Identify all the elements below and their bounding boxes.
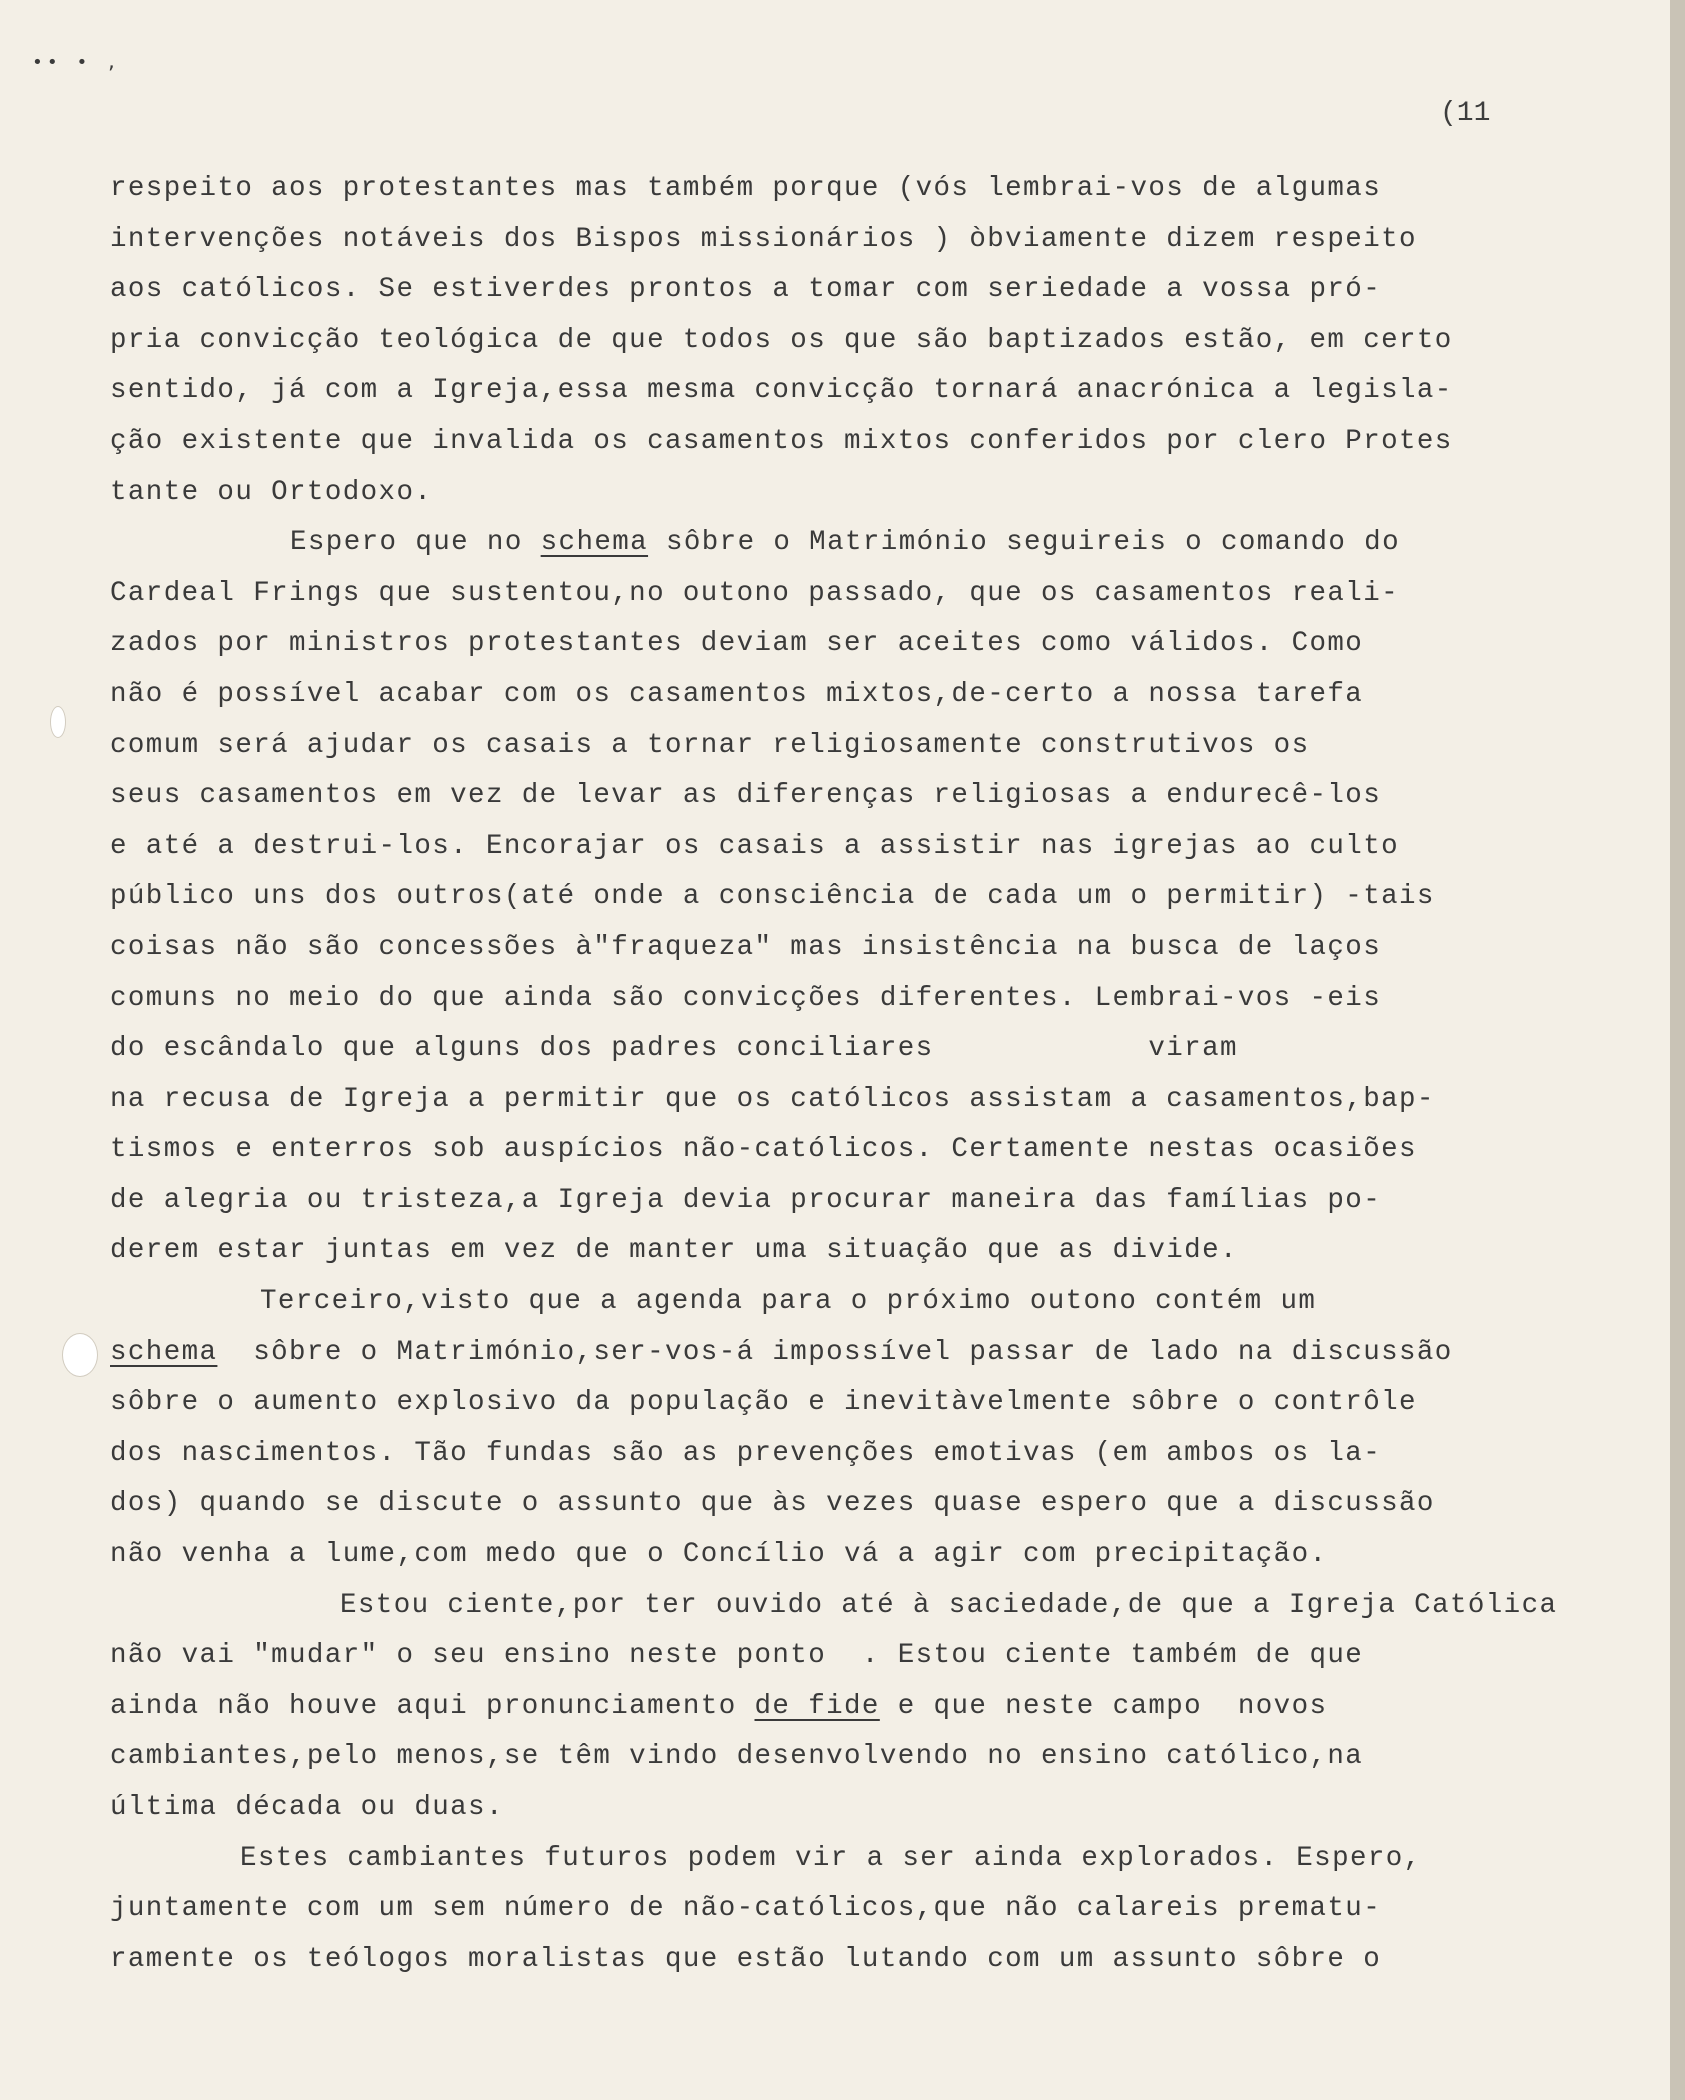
- text-line: tante ou Ortodoxo.: [110, 476, 433, 508]
- text-line: zados por ministros protestantes deviam ser aceites como válidos. Como: [110, 628, 1364, 660]
- text-line: e até a destrui-los. Encorajar os casais a assistir nas igrejas ao culto: [110, 830, 1399, 862]
- page-edge: [1670, 0, 1685, 2100]
- text-line: derem estar juntas em vez de manter uma situação que as divide.: [110, 1235, 1238, 1267]
- text-line: coisas não são concessões à"fraqueza" mas insistência na busca de laços: [110, 931, 1382, 963]
- text-line: juntamente com um sem número de não-católicos,que não calareis prematu-: [110, 1893, 1382, 1925]
- text-line: [110, 518, 1650, 569]
- text-line: comuns no meio do que ainda são convicções diferentes. Lembrai-vos -eis: [110, 982, 1382, 1014]
- punch-hole: [50, 706, 66, 738]
- punch-hole: [62, 1333, 98, 1377]
- text-line: ção existente que invalida os casamentos mixtos conferidos por clero Protes: [110, 425, 1453, 457]
- text-line: na recusa de Igreja a permitir que os católicos assistam a casamentos,bap-: [110, 1083, 1435, 1115]
- text-line: sentido, já com a Igreja,essa mesma convicção tornará anacrónica a legisla-: [110, 375, 1453, 407]
- text-line: Cardeal Frings que sustentou,no outono passado, que os casamentos reali-: [110, 577, 1399, 609]
- text-line: Terceiro,visto que a agenda para o próximo outono contém um: [260, 1286, 1317, 1318]
- text-segment: sôbre o Matrimónio,ser-vos-á impossível passar de lado na discussão: [217, 1336, 1453, 1368]
- text-line: do escândalo que alguns dos padres conciliares viram: [110, 1033, 1238, 1065]
- text-line: última década ou duas.: [110, 1792, 504, 1823]
- text-line: dos) quando se discute o assunto que às vezes quase espero que a discussão: [110, 1488, 1435, 1520]
- underlined-term: schema: [110, 1336, 218, 1368]
- document-body: [110, 164, 1650, 1985]
- text-line: pria convicção teológica de que todos os que são baptizados estão, em certo: [110, 324, 1453, 356]
- text-line: não é possível acabar com os casamentos mixtos,de-certo a nossa tarefa: [110, 678, 1364, 710]
- text-line: ramente os teólogos moralistas que estão lutando com um assunto sôbre o: [110, 1943, 1382, 1975]
- text-line: comum será ajudar os casais a tornar religiosamente construtivos os: [110, 729, 1310, 761]
- text-line: aos católicos. Se estiverdes prontos a tomar com seriedade a vossa pró-: [110, 274, 1382, 306]
- underlined-term: schema: [540, 527, 649, 559]
- page-number: (11: [1440, 98, 1491, 129]
- text-line: intervenções notáveis dos Bispos missionários ) òbviamente dizem respeito: [110, 223, 1417, 255]
- underlined-term: de fide: [754, 1690, 880, 1722]
- text-line: Estes cambiantes futuros podem vir a ser ainda explorados. Espero,: [240, 1842, 1422, 1874]
- text-line: [110, 1328, 1650, 1379]
- text-line: Estou ciente,por ter ouvido até à saciedade,de que a Igreja Católica: [340, 1589, 1558, 1621]
- text-line: dos nascimentos. Tão fundas são as prevenções emotivas (em ambos os la-: [110, 1437, 1382, 1469]
- text-line: seus casamentos em vez de levar as diferenças religiosas a endurecê-los: [110, 780, 1382, 812]
- text-line: sôbre o aumento explosivo da população e inevitàvelmente sôbre o contrôle: [110, 1387, 1417, 1419]
- text-line: público uns dos outros(até onde a consciência de cada um o permitir) -tais: [110, 881, 1435, 913]
- text-line: cambiantes,pelo menos,se têm vindo desenvolvendo no ensino católico,na: [110, 1741, 1364, 1773]
- text-line: tismos e enterros sob auspícios não-católicos. Certamente nestas ocasiões: [110, 1134, 1417, 1166]
- text-segment: ainda não houve aqui pronunciamento: [110, 1690, 755, 1722]
- text-line: não venha a lume,com medo que o Concílio vá a agir com precipitação.: [110, 1539, 1328, 1571]
- text-line: respeito aos protestantes mas também porque (vós lembrai-vos de algumas: [110, 173, 1382, 204]
- text-line: de alegria ou tristeza,a Igreja devia procurar maneira das famílias po-: [110, 1184, 1382, 1216]
- text-segment: sôbre o Matrimónio seguireis o comando do: [648, 527, 1400, 559]
- text-segment: e que neste campo novos: [879, 1690, 1328, 1722]
- text-line: [110, 1682, 1650, 1733]
- text-line: não vai "mudar" o seu ensino neste ponto . Estou ciente também de que: [110, 1640, 1364, 1672]
- text-segment: Espero que no: [290, 527, 541, 559]
- corner-marks: •• • ,: [32, 52, 122, 73]
